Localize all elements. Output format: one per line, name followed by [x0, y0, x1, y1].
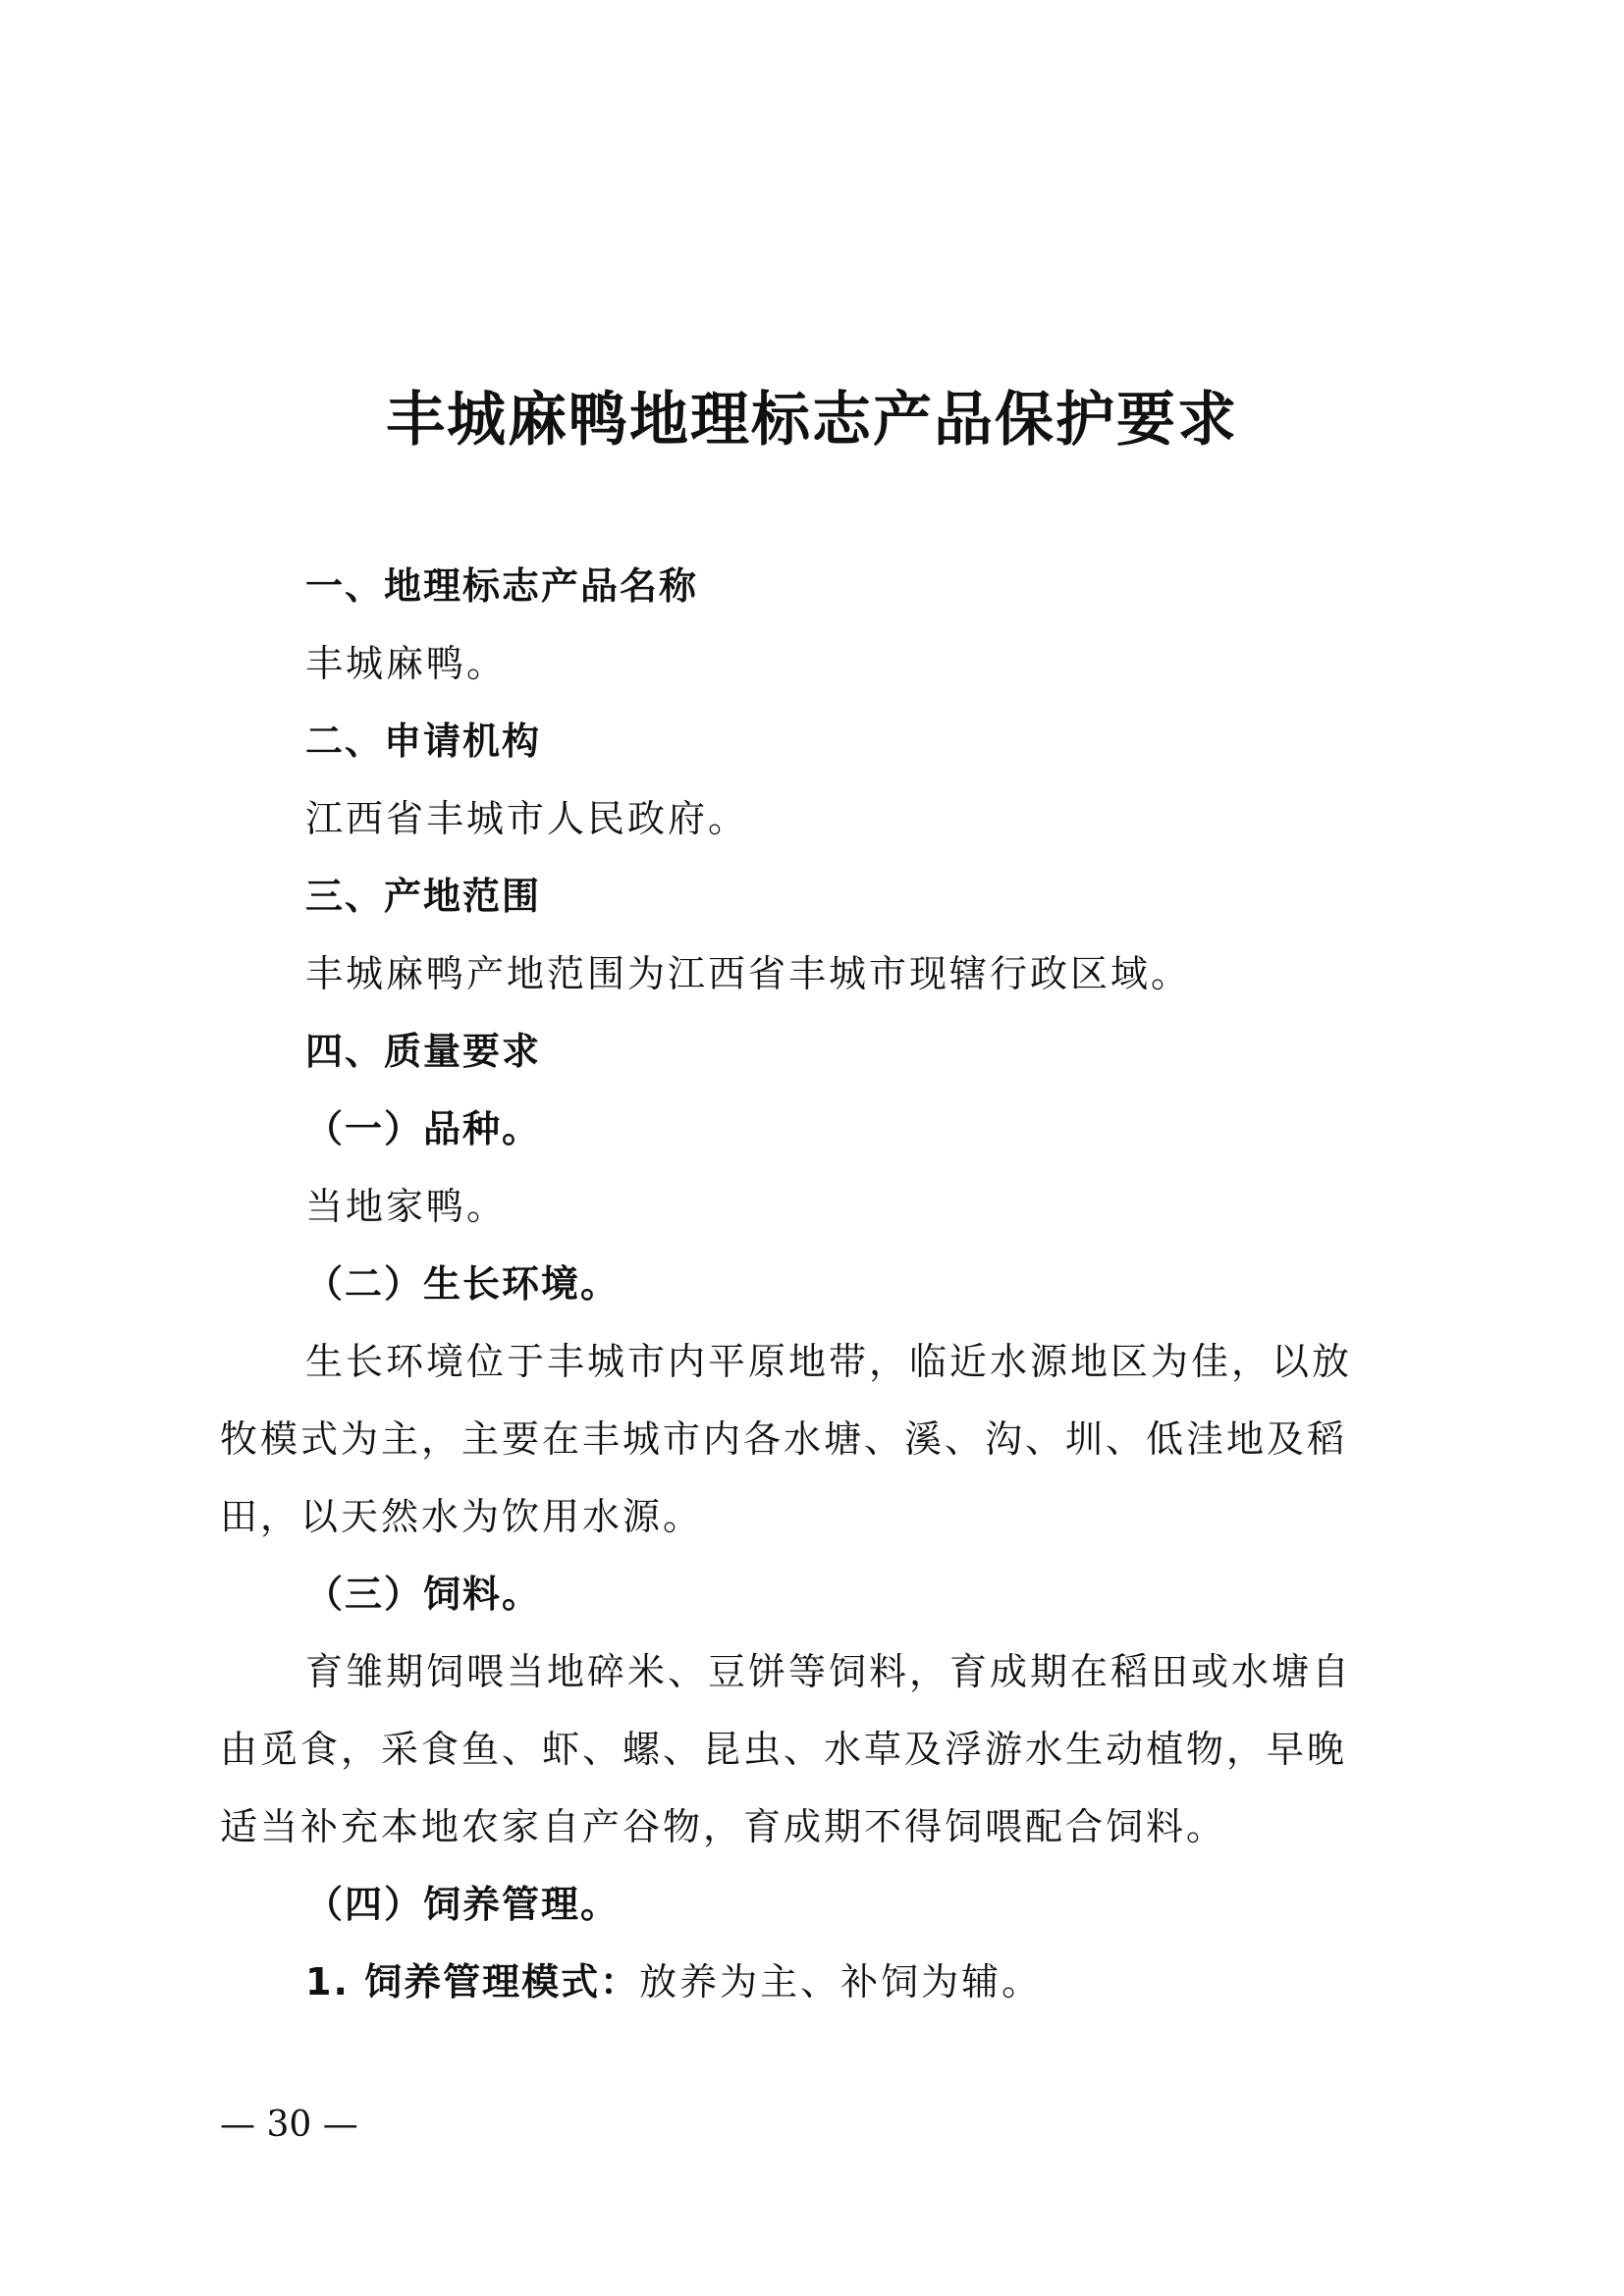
paragraph-line: 由觅食，采食鱼、虾、螺、昆虫、水草及浮游水生动植物，早晚 [220, 1728, 1348, 1771]
paragraph-line: 牧模式为主，主要在丰城市内各水塘、溪、沟、圳、低洼地及稻 [220, 1417, 1348, 1461]
section-text-applicant: 江西省丰城市人民政府。 [305, 797, 749, 840]
paragraph-line: 育雏期饲喂当地碎米、豆饼等饲料，育成期在稻田或水塘自 [305, 1650, 1353, 1693]
subsection-heading-feed: （三）饲料。 [305, 1573, 542, 1616]
section-text-origin-range: 丰城麻鸭产地范围为江西省丰城市现辖行政区域。 [305, 952, 1192, 995]
document-body [220, 548, 1437, 2021]
section-heading-quality: 四、质量要求 [305, 1030, 542, 1073]
section-heading-product-name: 一、地理标志产品名称 [305, 564, 699, 608]
document-title: 丰城麻鸭地理标志产品保护要求 [386, 386, 1238, 454]
paragraph-line: 生长环境位于丰城市内平原地带，临近水源地区为佳，以放 [305, 1340, 1353, 1383]
section-heading-origin-range: 三、产地范围 [305, 875, 542, 918]
list-item-text: 放养为主、补饲为辅。 [639, 1960, 1043, 2003]
list-item-label: 1. 饲养管理模式： [305, 1960, 640, 2003]
section-heading-applicant: 二、申请机构 [305, 720, 542, 763]
subsection-heading-breed: （一）品种。 [305, 1107, 542, 1150]
page-number: — 30 — [220, 2105, 358, 2145]
paragraph-line: 适当补充本地农家自产谷物，育成期不得饲喂配合饲料。 [220, 1805, 1227, 1848]
section-text-product-name: 丰城麻鸭。 [305, 642, 508, 685]
list-item-management-mode [220, 1944, 1437, 2021]
subsection-heading-management: （四）饲养管理。 [305, 1883, 621, 1926]
subsection-text-breed: 当地家鸭。 [305, 1185, 508, 1228]
subsection-heading-environment: （二）生长环境。 [305, 1262, 621, 1306]
paragraph-line: 田，以天然水为饮用水源。 [220, 1495, 704, 1538]
